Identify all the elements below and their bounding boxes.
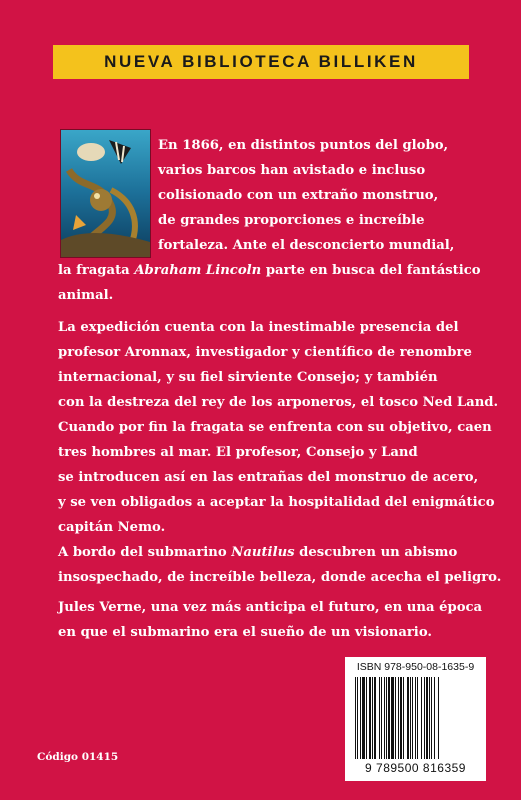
body-line: con la destreza del rey de los arponeros, el tosco Ned Land. — [58, 395, 499, 410]
body-paragraph — [58, 315, 503, 590]
ship-name: Abraham Lincoln — [134, 263, 262, 278]
intro-line: colisionado con un extraño monstruo, — [158, 188, 439, 203]
intro-line: En 1866, en distintos puntos del globo, — [158, 138, 449, 153]
body-line: capitán Nemo. — [58, 520, 166, 535]
closing-text: , una vez más anticipa el futuro, en una época — [141, 600, 483, 615]
body-line — [58, 540, 503, 565]
series-title: NUEVA BIBLIOTECA BILLIKEN — [104, 52, 418, 71]
intro-line: de grandes proporciones e increíble — [158, 213, 425, 228]
body-line: profesor Aronnax, investigador y científico de renombre — [58, 345, 472, 360]
body-line: y se ven obligados a aceptar la hospitalidad del enigmático — [58, 495, 495, 510]
body-line: insospechado, de increíble belleza, donde acecha el peligro. — [58, 570, 502, 585]
body-text: A bordo del submarino — [58, 545, 232, 560]
body-line: internacional, y su fiel sirviente Consejo; y también — [58, 370, 438, 385]
intro-line — [58, 258, 498, 283]
closing-line: en que el submarino era el sueño de un visionario. — [58, 625, 432, 640]
intro-text: parte en busca del fantástico — [261, 263, 481, 278]
intro-line: fortaleza. Ante el desconcierto mundial, — [158, 238, 455, 253]
body-line: tres hombres al mar. El profesor, Consejo y Land — [58, 445, 418, 460]
body-line: se introducen así en las entrañas del monstruo de acero, — [58, 470, 479, 485]
author-name: Jules Verne — [58, 600, 142, 615]
intro-paragraph — [58, 133, 498, 308]
intro-line: varios barcos han avistado e incluso — [158, 163, 426, 178]
isbn-digits: 9 789500 816359 — [365, 761, 466, 775]
isbn-barcode — [345, 657, 486, 781]
body-line: La expedición cuenta con la inestimable presencia del — [58, 320, 459, 335]
intro-text: la fragata — [58, 263, 135, 278]
isbn-label: ISBN 978-950-08-1635-9 — [356, 661, 475, 673]
product-code: Código 01415 — [37, 751, 119, 763]
body-text: descubren un abismo — [294, 545, 458, 560]
series-banner — [53, 45, 469, 79]
body-line: Cuando por fin la fragata se enfrenta con su objetivo, caen — [58, 420, 492, 435]
closing-line — [58, 595, 503, 620]
closing-paragraph — [58, 595, 503, 645]
submarine-name: Nautilus — [231, 545, 295, 560]
barcode-bars — [351, 677, 480, 759]
intro-line: animal. — [58, 288, 114, 303]
